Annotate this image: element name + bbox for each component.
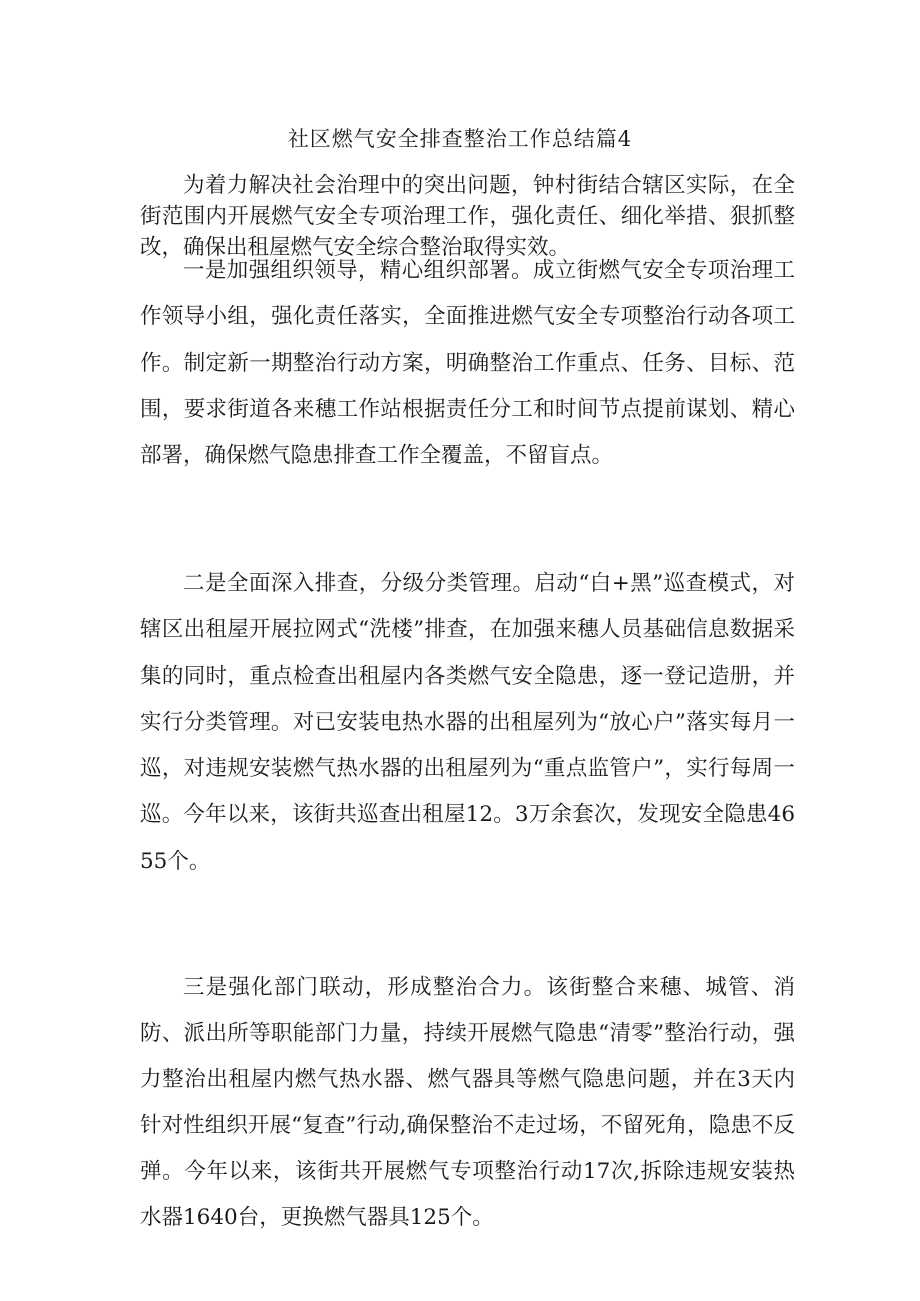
document-title: 社区燃气安全排查整治工作总结篇4 xyxy=(287,127,633,151)
paragraph-intro: 为着力解决社会治理中的突出问题，钟村街结合辖区实际，在全街范围内开展燃气安全专项治理工作，强化责任、细化举措、狠抓整改，确保出租屋燃气安全综合整治取得实效。 xyxy=(140,173,795,260)
paragraph-organization: 一是加强组织领导，精心组织部署。成立街燃气安全专项治理工作领导小组，强化责任落实，全面推进燃气安全专项整治行动各项工作。制定新一期整治行动方案，明确整治工作重点、任务、目标、范围，要求街道各来穗工作站根据责任分工和时间节点提前谋划、精心部署，确保燃气隐患排查工作全覆盖，不留盲点。 xyxy=(140,258,795,469)
paragraph-inspection: 二是全面深入排查，分级分类管理。启动“白+黑”巡查模式，对辖区出租屋开展拉网式“洗楼”排查，在加强来穗人员基础信息数据采集的同时，重点检查出租屋内各类燃气安全隐患，逐一登记造册，并实行分类管理。对已安装电热水器的出租屋列为“放心户”落实每月一巡，对违规安装燃气热水器的出租屋列为“重点监管户”，实行每周一巡。今年以来，该街共巡查出租屋12。3万余套次，发现安全隐患4655个。 xyxy=(140,571,795,874)
paragraph-coordination: 三是强化部门联动，形成整治合力。该街整合来穗、城管、消防、派出所等职能部门力量，持续开展燃气隐患“清零”整治行动，强力整治出租屋内燃气热水器、燃气器具等燃气隐患问题，并在3天内针对性组织开展“复查”行动,确保整治不走过场，不留死角，隐患不反弹。今年以来，该街共开展燃气专项整治行动17次,拆除违规安装热水器1640台，更换燃气器具125个。 xyxy=(140,975,795,1230)
